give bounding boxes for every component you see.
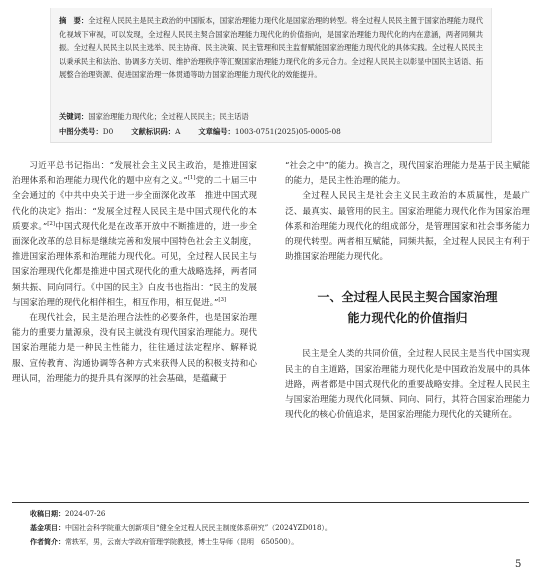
- body-text: 习近平总书记指出：“发展社会主义民主政治，是推进国家治理体系和治理能力现代化的题中应有之义。”: [12, 161, 257, 187]
- citation-ref[interactable]: [1]: [187, 175, 196, 182]
- body-paragraph: 全过程人民民主是社会主义民主政治的本质属性，是最广泛、最真实、最管用的民主。国家治理能力现代化作为国家治理体系和治理能力现代化的组成部分，是管理国家和社会事务能力的现代转型。两者相互赋能，同频共振，全过程人民民主有利于助推国家治理能力现代化。: [285, 191, 530, 263]
- abstract-text: 全过程人民民主是民主政治的中国版本，国家治理能力现代化是国家治理的转型。将全过程人民民主置于国家治理能力现代化视域下审视，可以发现，全过程人民民主契合国家治理能力现代化的价值指向，是国家治理能力现代化的内在意涵，两者同频共振。全过程人民民主以民主选举、民主协商、民主决策、民主管理和民主监督赋能国家治理能力现代化的具体实践。全过程人民民主以秉承民主和法治、协调多方关切、维护治理秩序等汇聚国家治理能力现代化的多元合力。全过程人民民主以彰显中国民主话语、拓展整合治理资源、促进国家治理一体贯通等助力国家治理能力现代化的效能提升。: [59, 16, 484, 80]
- received-value: 2024-07-26: [65, 510, 106, 518]
- body-text: 中国式现代化是在改革开放中不断推进的，进一步全面深化改革的总目标是继续完善和发展中国特色社会主义制度，推进国家治理体系和治理能力现代化。可见，全过程人民民主与国家治理现代化都是推进中国式现代化的重大战略选择，两者同频共振、同向同行。《中国的民主》白皮书也指出：“民主的发展与国家治理的现代化相伴相生，相互作用，相互促进。”: [12, 221, 257, 308]
- body-paragraph: “社会之中”的能力。换言之，现代国家治理能力是基于民主赋能的能力，是民主性治理的能力。: [285, 161, 530, 187]
- page-number: 5: [515, 559, 522, 570]
- received-label: 收稿日期：: [30, 510, 65, 518]
- clc-label: 中图分类号：: [59, 127, 103, 136]
- fund-label: 基金项目：: [30, 524, 65, 532]
- abstract-label: 摘 要：: [59, 16, 89, 25]
- abstract-box: [50, 8, 492, 143]
- doc-code-label: 文献标识码：: [131, 127, 176, 136]
- citation-ref[interactable]: [3]: [218, 296, 227, 303]
- article-number-value: 1003-0751(2025)05-0005-08: [234, 127, 341, 136]
- section-heading-line: 一、全过程人民民主契合国家治理: [317, 290, 498, 305]
- author-label: 作者简介：: [30, 538, 65, 546]
- classification-line: [59, 125, 483, 139]
- fund-note: [30, 521, 510, 535]
- right-column: [285, 159, 530, 494]
- author-note: [30, 535, 510, 549]
- keywords-line: [59, 110, 483, 124]
- author-value: 常轶军，男，云南大学政府管理学院教授，博士生导师（昆明 650500）。: [65, 538, 299, 546]
- footnotes: [30, 507, 510, 549]
- body-paragraph: [12, 159, 257, 311]
- keywords-label: 关键词：: [59, 112, 89, 121]
- article-number-label: 文章编号：: [198, 127, 235, 136]
- body-paragraph: 民主是全人类的共同价值，全过程人民民主是当代中国实现民主的自主道路，国家治理能力现代化是中国政治发展中的具体进路，两者都是中国式现代化的重要战略安排。全过程人民民主与国家治理能力现代化同频、同向、同行，其符合国家治理能力现代化的核心价值追求，是国家治理能力现代化的关键所在。: [285, 349, 530, 421]
- left-column: [12, 159, 257, 494]
- section-heading-line: 能力现代化的价值指归: [347, 311, 468, 326]
- citation-ref[interactable]: [2]: [47, 220, 56, 227]
- keywords-text: 国家治理能力现代化；全过程人民民主；民主话语: [88, 112, 249, 121]
- abstract-paragraph: [59, 14, 483, 82]
- body-text: 党的二十届三中全会通过的《中共中央关于进一步全面深化改革 推进中国式现代化的决定》指出：“发展全过程人民民主是中国式现代化的本质要求。”: [12, 176, 257, 232]
- received-date-note: [30, 507, 510, 521]
- fund-value: 中国社会科学院重大创新项目“健全全过程人民民主制度体系研究”（2024YZD018）。: [65, 524, 332, 532]
- doc-code-value: A: [175, 127, 181, 136]
- clc-value: D0: [102, 127, 114, 136]
- footnote-divider: [12, 502, 529, 503]
- body-paragraph: 在现代社会，民主是治理合法性的必要条件，也是国家治理能力的重要力量源泉，没有民主就没有现代国家治理能力。现代国家治理能力是一种民主性能力，往往通过法定程序、解释说服、宣传教育、沟通协调等各种方式来获得人民的积极支持和心理认同，治理能力的提升具有深厚的社会基础，是蕴藏于: [12, 313, 257, 384]
- section-heading: [285, 287, 530, 329]
